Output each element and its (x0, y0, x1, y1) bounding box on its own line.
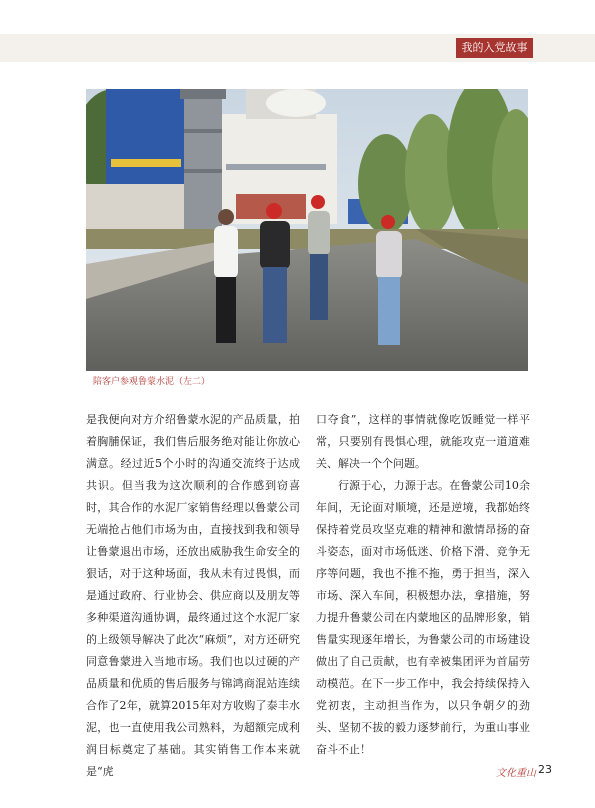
page-number: 23 (538, 763, 552, 776)
footer-logo: 文化重山 (496, 768, 536, 779)
photo-caption: 陪客户参观鲁蒙水泥（左二） (93, 377, 211, 387)
photo-visit-cement-plant (86, 89, 528, 371)
body-column-right (316, 409, 530, 761)
body-paragraph: 行源于心，力源于志。在鲁蒙公司10余年间，无论面对顺境，还是逆境，我都始终保持着党员攻坚克难的精神和激情昂扬的奋斗姿态，面对市场低迷、价格下滑、竞争无序等问题，我也不推不拖，勇于担当，深入市场、深入车间，积极想办法，拿措施，努力提升鲁蒙公司在内蒙地区的品牌形象，销售量实现逐年增长，为鲁蒙公司的市场建设做出了自己贡献，也有幸被集团评为首届劳动模范。在下一步工作中，我会持续保持入党初衷，主动担当作为，以只争朝夕的劲头、坚韧不拔的毅力逐梦前行，为重山事业奋斗不止！ (316, 479, 530, 756)
section-tag: 我的入党故事 (456, 38, 533, 58)
body-column-left (86, 409, 300, 783)
body-paragraph: 是我便向对方介绍鲁蒙水泥的产品质量，拍着胸脯保证，我们售后服务绝对能让你放心满意。经过近5个小时的沟通交流终于达成共识。但当我为这次顺利的合作感到窃喜时，其合作的水泥厂家销售经理以鲁蒙公司无端抢占他们市场为由，直接找到我和领导让鲁蒙退出市场，还放出威胁我生命安全的狠话，对于这种场面，我从未有过畏惧，而是通过政府、行业协会、供应商以及朋友等多种渠道沟通协调，最终通过这个水泥厂家的上级领导解决了此次“麻烦”，对方还研究同意鲁蒙进入当地市场。我们也以过硬的产品质量和优质的售后服务与锦鸿商混站连续合作了2年，就算2015年对方收购了泰丰水泥，也一直使用我公司熟料，为超额完成利润目标奠定了基础。其实销售工作本来就是“虎 (86, 413, 300, 778)
body-paragraph: 口夺食”，这样的事情就像吃饭睡觉一样平常，只要别有畏惧心理，就能攻克一道道难关、解决一个个问题。 (316, 413, 530, 470)
